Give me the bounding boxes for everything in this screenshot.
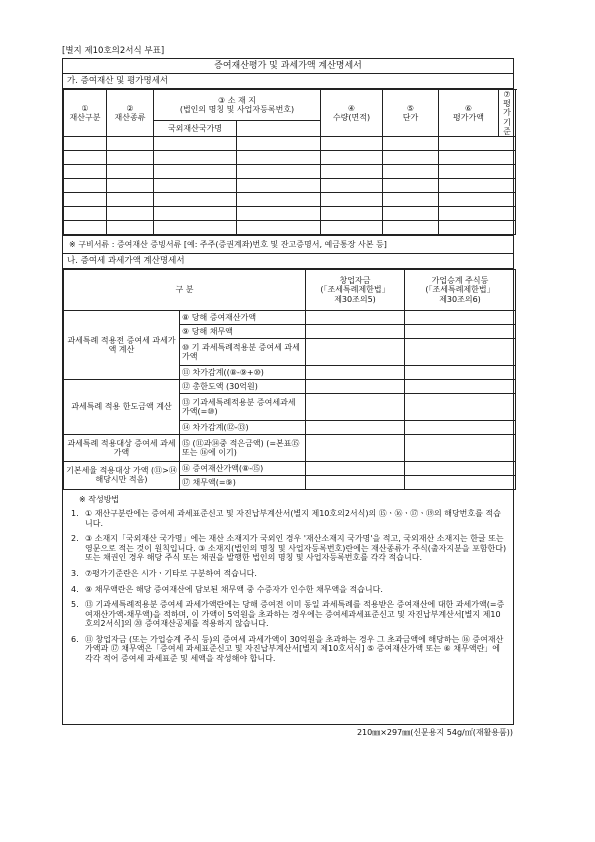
form-frame (62, 58, 514, 725)
table-row: 과세특례 적용 한도금액 계산 ⑫ 총한도액 (30억원) (64, 379, 516, 393)
form-title: 증여재산평가 및 과세가액 계산명세서 (63, 59, 513, 74)
required-documents-note: ※ 구비서류 : 증여재산 증빙서류 [예: 주주(증권계좌)번호 및 잔고증명서, 예금통장 사본 등] (63, 235, 513, 254)
group-label: 과세특례 적용전 증여세 과세가액 계산 (64, 310, 180, 379)
table-row (64, 136, 516, 150)
section-a-title: 가. 증여재산 및 평가명세서 (63, 74, 513, 89)
col-unit-price: ⑤ 단가 (383, 90, 439, 137)
table-row: ⑭ 차가감계(⑫-⑬) (64, 420, 516, 434)
col-family-business-stock: 가업승계 주식등 (「조세특례제한법」 제30조의6) (405, 269, 516, 310)
table-row (64, 150, 516, 164)
writing-guide-title: ※ 작성방법 (79, 494, 120, 504)
group-label: 과세특례 적용 한도금액 계산 (64, 379, 180, 434)
col-asset-type: ① 재산구분 (64, 90, 107, 137)
form-header-label: [별지 제10호의2서식 부표] (62, 46, 165, 56)
table-row (64, 178, 516, 192)
guide-item: 3. ⑦평가기준란은 시가ㆍ기타로 구분하여 적습니다. (71, 568, 257, 578)
table-row: ⑪ 차가감계((⑧-⑨+⑩) (64, 365, 516, 379)
guide-item: 4. ⑨ 채무액란은 해당 증여재산에 담보된 채무액 중 수증자가 인수한 채무액을 적습니다. (71, 584, 383, 594)
guide-item: 6. ⑪ 창업자금 (또는 가업승계 주식 등)의 증여세 과세가액이 30억원을 초과하는 경우 그 초과금액에 해당하는 ⑯ 증여재산가액과 ⑰ 채무액은「증여세 과세표준신고 및 자진납부계산서[별지 제10호서식] ⑤ 증여재산가액 또는 ⑥ 채무액란」에 각각 적어 증여세 과세표준 및 세액을 작성해야 합니다. (71, 634, 504, 664)
table-row: 기본세율 적용대상 가액 (⑪>⑭ 해당시만 적음) ⑯ 증여재산가액(⑧-⑮) (64, 461, 516, 475)
col-valuation: ⑥ 평가가액 (439, 90, 499, 137)
col-location: ③ 소 재 지 (법인의 명칭 및 사업자등록번호) (154, 90, 321, 121)
col-category: 구 분 (64, 269, 306, 310)
table-row (64, 220, 516, 234)
col-asset-kind: ② 재산종류 (107, 90, 154, 137)
guide-item: 2. ③ 소재지「국외재산 국가명」에는 재산 소재지가 국외인 경우 '재산소재지 국가명'을 적고, 국외재산 소재지는 한글 또는 영문으로 적는 것이 원칙입니다. ③ 소재지(법인의 명칭 및 사업자등록번호)란에는 재산종류가 주식(출자지분을 포함한다) 또는 채권인 경우 해당 주식 또는 채권을 발행한 법인의 명칭 및 사업자등록번호를 각각 적습니다. (71, 534, 507, 563)
col-location-blank (237, 120, 321, 136)
table-row (64, 192, 516, 206)
group-label: 과세특례 적용대상 증여세 과세가액 (64, 434, 180, 461)
col-foreign-country: 국외재산국가명 (154, 120, 237, 136)
paper-spec-footer: 210㎜×297㎜(신문용지 54g/㎡(재활용품)) (356, 728, 513, 737)
tax-value-table: 구 분 창업자금 (「조세특례제한법」 제30조의5) 가업승계 주식등 (「조세특례제한법」 제30조의6) 과세특례 적용전 증여세 과세가액 계산 ⑧ 당해 증여재산가액 ⑨ 당해 채무액 ⑩ 기 과세특례적용분 증여세 과세가액 ⑪ 차가감계((⑧-⑨+⑩) 과세특례 적용 한도금액 계산 ⑫ 총한도액 (30억원) ⑬ 기과세특례적용분 증여세과세가액(=⑩) ⑭ 차가감계(⑫-⑬) 과세특례 적용대상 증여세 과세가액 ⑮ (⑪과⑭중 적은금액) (=본표⑮ 또는 ⑯에 이기) 기본세율 적용대상 가액 (⑪>⑭ 해당시만 적음) ⑯ 증여재산가액(⑧-⑮) ⑰ 채무액(=⑨) (63, 269, 516, 490)
asset-valuation-table (63, 89, 516, 235)
table-row: ⑨ 당해 채무액 (64, 324, 516, 338)
guide-item: 5. ⑬ 기과세특례적용분 증여세 과세가액란에는 당해 증여전 이미 동일 과세특례를 적용받은 증여재산에 대한 과세가액(=증여재산가액-채무액)을 적하며, 이 가액이 5억원을 초과하는 경우에는 증여세과세표준신고 및 자진납부계산서[별지 제10호의2서식]의 ⑳ 증여재산공제를 적용하지 않습니다. (71, 600, 505, 629)
writing-guide (63, 490, 513, 664)
table-row: 과세특례 적용대상 증여세 과세가액 ⑮ (⑪과⑭중 적은금액) (=본표⑮ 또는 ⑯에 이기) (64, 434, 516, 461)
table-row: ⑰ 채무액(=⑨) (64, 475, 516, 489)
table-row: 과세특례 적용전 증여세 과세가액 계산 ⑧ 당해 증여재산가액 (64, 310, 516, 324)
col-startup-fund: 창업자금 (「조세특례제한법」 제30조의5) (306, 269, 405, 310)
table-row (64, 206, 516, 220)
guide-item: 1. ① 재산구분란에는 증여세 과세표준신고 및 자진납부계산서(별지 제10호의2서식)의 ⑮ㆍ⑯ㆍ⑰ㆍ⑲의 해당번호를 적습니다. (71, 508, 501, 528)
col-quantity: ④ 수량(면적) (321, 90, 383, 137)
group-label: 기본세율 적용대상 가액 (⑪>⑭ 해당시만 적음) (64, 461, 180, 489)
table-row (64, 164, 516, 178)
col-valuation-basis: ⑦ 평가기준 (499, 90, 516, 137)
section-b-title: 나. 증여세 과세가액 계산명세서 (63, 254, 513, 269)
